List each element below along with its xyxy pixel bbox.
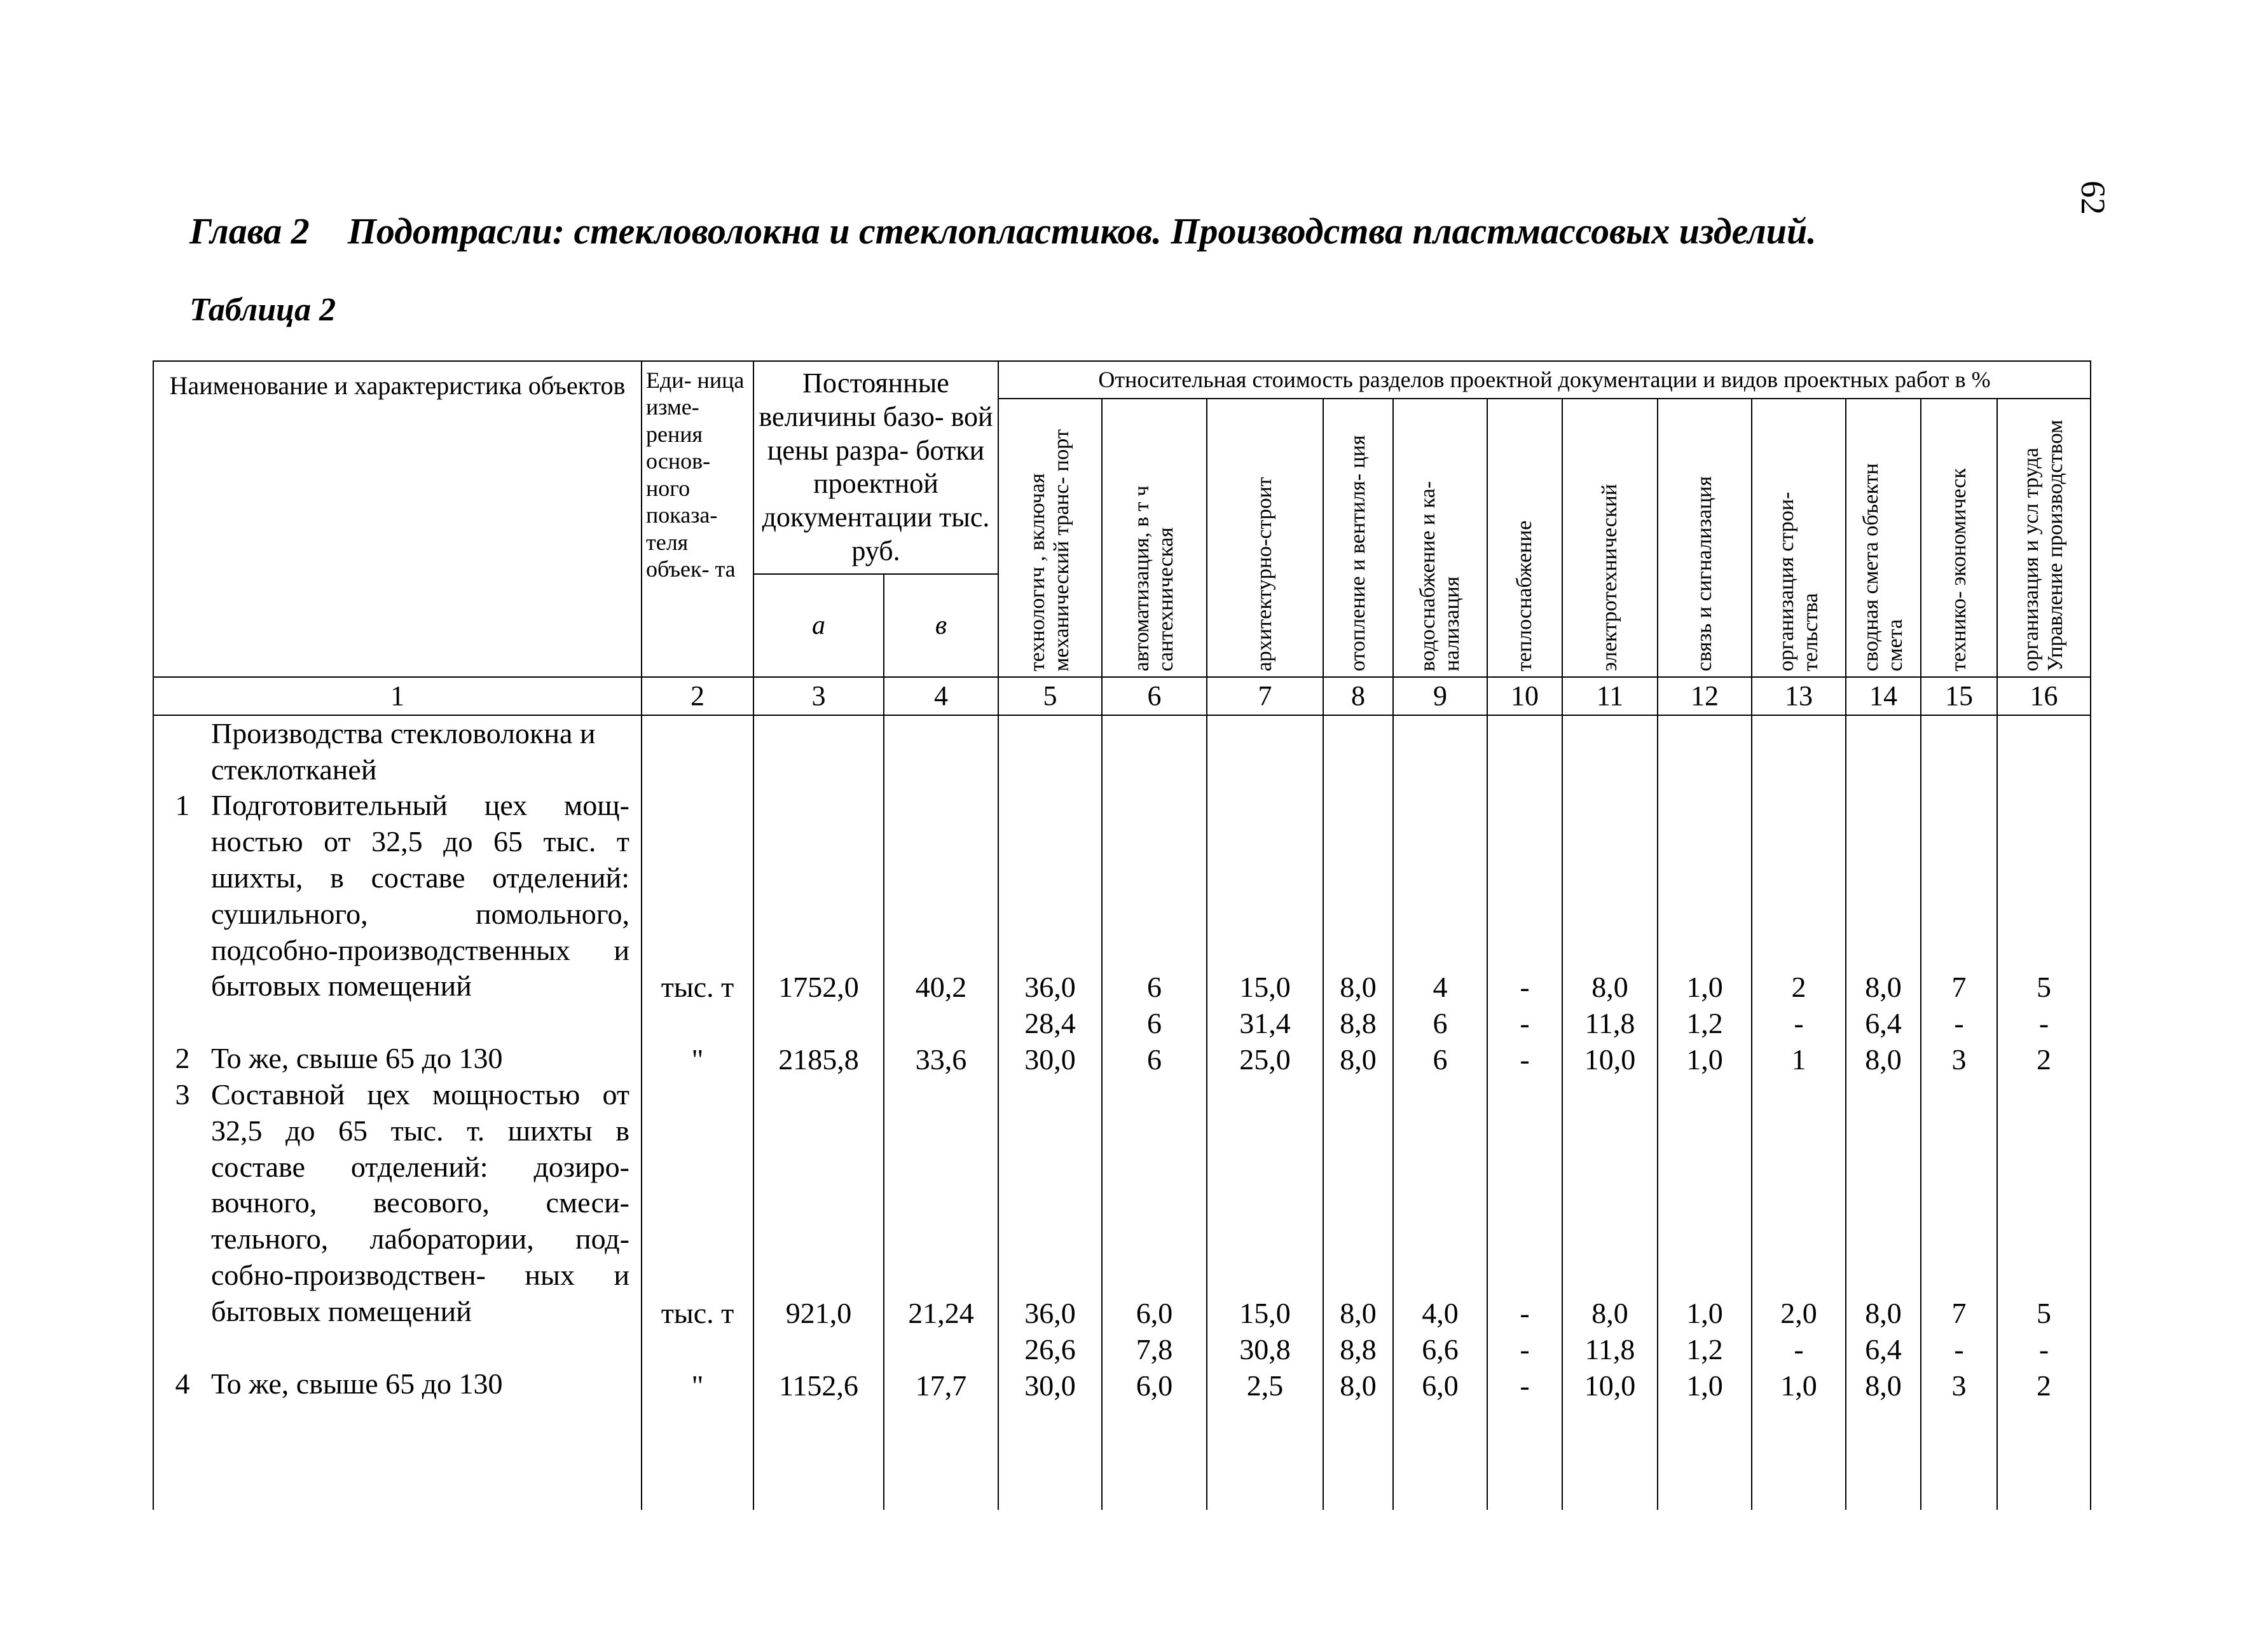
row-name: Составной цех мощностью от 32,5 до 65 тыс. т. шихты в составе отделений: дозиро- вочного, весового, смеси- тельного, лаборатории, под- собно-производствен- ных и бытовых помещений	[211, 1078, 629, 1327]
column-number: 14	[1846, 677, 1921, 715]
table-cell: 8,0	[1865, 1296, 1902, 1329]
page-number: 62	[2074, 181, 2112, 215]
section-16-column	[1997, 715, 2091, 1510]
table-cell: 8,0	[1865, 1043, 1902, 1076]
table-cell: 3	[1951, 1043, 1967, 1076]
section-9-column	[1393, 715, 1487, 1510]
names-column	[153, 715, 642, 1510]
column-number: 15	[1921, 677, 1997, 715]
header-section-13: организация строи- тельства	[1752, 399, 1846, 677]
table-row	[154, 1366, 641, 1402]
table-cell: -	[1520, 1006, 1530, 1039]
header-section-12: связь и сигнализация	[1658, 399, 1752, 677]
table-cell: 40,2	[915, 970, 967, 1003]
table-cell: 1,2	[1686, 1332, 1723, 1366]
table-cell: 8,0	[1340, 1369, 1377, 1402]
column-number: 9	[1393, 677, 1487, 715]
table-cell: 6,4	[1865, 1006, 1902, 1039]
unit-column	[642, 715, 753, 1510]
column-number: 6	[1102, 677, 1207, 715]
header-relative: Относительная стоимость разделов проектной документации и видов проектных работ в %	[998, 361, 2091, 399]
table-cell: 1,0	[1686, 1296, 1723, 1329]
table-cell: 15,0	[1239, 970, 1291, 1003]
table-row	[154, 1041, 641, 1077]
table-cell: 6,0	[1136, 1369, 1173, 1402]
table-cell: 8,0	[1865, 1369, 1902, 1402]
table-cell: 8,0	[1591, 970, 1628, 1003]
column-number: 16	[1997, 677, 2091, 715]
table-cell: 1,0	[1686, 1369, 1723, 1402]
table-cell: 26,6	[1024, 1332, 1076, 1366]
table-cell: 7	[1951, 970, 1967, 1003]
column-numbers-row	[153, 677, 2091, 715]
table-cell: -	[2038, 1332, 2049, 1366]
table-cell: 6,6	[1422, 1332, 1459, 1366]
section-13-column	[1752, 715, 1846, 1510]
table-cell: 11,8	[1584, 1332, 1635, 1366]
row-number: 2	[175, 1042, 190, 1075]
table-cell: 4,0	[1422, 1296, 1459, 1329]
table-cell: 6,0	[1136, 1296, 1173, 1329]
table-cell: 6	[1147, 1043, 1162, 1076]
table-cell: 2,0	[1780, 1296, 1817, 1329]
table-cell: 8,0	[1340, 1043, 1377, 1076]
table-cell: 6	[1433, 1006, 1448, 1039]
table-cell: -	[1794, 1332, 1804, 1366]
table-row	[154, 788, 641, 1004]
table-cell: 1752,0	[778, 970, 859, 1003]
column-number: 3	[753, 677, 884, 715]
table-cell: 10,0	[1584, 1043, 1636, 1076]
table-cell: 1,2	[1686, 1006, 1723, 1039]
table-cell: тыс. т	[661, 1296, 734, 1329]
column-number: 2	[642, 677, 753, 715]
header-section-9: водоснабжение и ка- нализация	[1393, 399, 1487, 677]
table-cell: 1,0	[1686, 970, 1723, 1003]
table-cell: 36,0	[1024, 1296, 1076, 1329]
table-cell: 8,8	[1340, 1006, 1377, 1039]
chapter-subject: Подотрасли: стекловолокна и стеклопластиков. Производства пластмассовых изделий.	[347, 210, 1817, 252]
table-cell: "	[691, 1043, 704, 1076]
table-cell: 6,4	[1865, 1332, 1902, 1366]
row-name: То же, свыше 65 до 130	[211, 1042, 503, 1075]
table-cell: 921,0	[785, 1296, 852, 1329]
header-sub-a: а	[753, 574, 884, 677]
section-12-column	[1658, 715, 1752, 1510]
table-cell: 5	[2037, 970, 2051, 1003]
table-cell: 1152,6	[779, 1369, 858, 1402]
table-cell: 1,0	[1780, 1369, 1817, 1402]
section-7-column	[1207, 715, 1323, 1510]
table-cell: 8,0	[1591, 1296, 1628, 1329]
header-const-col: Постоянные величины базо- вой цены разра- ботки проектной документации тыс. руб.	[753, 361, 998, 574]
table-cell: 30,8	[1239, 1332, 1291, 1366]
table-cell: -	[1794, 1006, 1804, 1039]
table-cell: 31,4	[1239, 1006, 1291, 1039]
column-number: 10	[1487, 677, 1562, 715]
table-row	[154, 1077, 641, 1330]
section-8-column	[1323, 715, 1393, 1510]
table-cell: 11,8	[1584, 1006, 1635, 1039]
table-body	[153, 715, 2091, 1510]
table-cell: 8,8	[1340, 1332, 1377, 1366]
table-cell: 8,0	[1340, 970, 1377, 1003]
table-cell: 2	[2037, 1369, 2051, 1402]
table-cell: 28,4	[1024, 1006, 1076, 1039]
header-sub-b: в	[884, 574, 998, 677]
table-cell: 17,7	[915, 1369, 967, 1402]
header-section-11: электротехнический	[1562, 399, 1658, 677]
table-cell: -	[1954, 1006, 1964, 1039]
section-14-column	[1846, 715, 1921, 1510]
cost-table	[153, 360, 2091, 1510]
table-cell: -	[2038, 1006, 2049, 1039]
table-cell: -	[1520, 1369, 1530, 1402]
table-cell: 6	[1147, 970, 1162, 1003]
header-section-7: архитектурно-строит	[1207, 399, 1323, 677]
header-section-14: сводная смета объектн смета	[1846, 399, 1921, 677]
column-number: 8	[1323, 677, 1393, 715]
section-5-column	[998, 715, 1102, 1510]
table-cell: 21,24	[908, 1296, 974, 1329]
header-section-8: отопление и вентиля- ция	[1323, 399, 1393, 677]
table-cell: 2	[2037, 1043, 2051, 1076]
chapter-title	[189, 210, 1817, 252]
header-name-col: Наименование и характеристика объектов	[153, 361, 642, 677]
section-11-column	[1562, 715, 1658, 1510]
header-section-15: технико- экономическ	[1921, 399, 1997, 677]
row-name: То же, свыше 65 до 130	[211, 1367, 503, 1400]
column-number: 7	[1207, 677, 1323, 715]
column-number: 13	[1752, 677, 1846, 715]
header-unit-col: Еди- ница изме- рения основ- ного показа- теля объек- та	[642, 361, 753, 677]
table-cell: 3	[1951, 1369, 1967, 1402]
table-cell: 7,8	[1136, 1332, 1173, 1366]
row-number: 3	[175, 1078, 190, 1111]
chapter-label: Глава 2	[189, 210, 310, 252]
table-cell: 8,0	[1865, 970, 1902, 1003]
table-cell: тыс. т	[661, 970, 734, 1003]
table-cell: 1	[1791, 1043, 1806, 1076]
column-number: 1	[153, 677, 642, 715]
section-6-column	[1102, 715, 1207, 1510]
section-15-column	[1921, 715, 1997, 1510]
table-cell: 1,0	[1686, 1043, 1723, 1076]
table-cell: 6,0	[1422, 1369, 1459, 1402]
group-title: Производства стекловолокна и стеклотканей	[211, 716, 596, 786]
column-number: 11	[1562, 677, 1658, 715]
table-label: Таблица 2	[189, 292, 336, 328]
table-cell: 36,0	[1024, 970, 1076, 1003]
table-cell: 15,0	[1239, 1296, 1291, 1329]
table-cell: 10,0	[1584, 1369, 1636, 1402]
header-row-1	[153, 361, 2091, 399]
header-section-6: автоматизация, в т ч сантехническая	[1102, 399, 1207, 677]
const-b-column	[884, 715, 998, 1510]
table-cell: -	[1520, 1043, 1530, 1076]
table-cell: "	[691, 1369, 704, 1402]
row-name: Подготовительный цех мощ- ностью от 32,5 до 65 тыс. т шихты, в составе отделений: сушильного, помольного, подсобно-производственных и бытовых помещений	[211, 789, 629, 1003]
table-cell: 7	[1951, 1296, 1967, 1329]
column-number: 5	[998, 677, 1102, 715]
table-cell: -	[1520, 1296, 1530, 1329]
table-cell: 2	[1791, 970, 1806, 1003]
table-cell: 6	[1147, 1006, 1162, 1039]
header-section-10: теплоснабжение	[1487, 399, 1562, 677]
row-number: 4	[175, 1367, 190, 1400]
table-cell: -	[1954, 1332, 1964, 1366]
header-section-5: технологич , включая механический транс- порт	[998, 399, 1102, 677]
table-cell: 8,0	[1340, 1296, 1377, 1329]
table-cell: 33,6	[915, 1043, 967, 1076]
table-cell: 5	[2037, 1296, 2051, 1329]
table-cell: 6	[1433, 1043, 1448, 1076]
table-cell: 30,0	[1024, 1043, 1076, 1076]
table-cell: 4	[1433, 970, 1448, 1003]
column-number: 4	[884, 677, 998, 715]
table-cell: 30,0	[1024, 1369, 1076, 1402]
const-a-column	[753, 715, 884, 1510]
section-10-column	[1487, 715, 1562, 1510]
table-cell: -	[1520, 970, 1530, 1003]
table-cell: 2185,8	[778, 1043, 859, 1076]
header-section-16: организация и усл труда Управление производством	[1997, 399, 2091, 677]
row-number: 1	[175, 789, 190, 822]
table-cell: 2,5	[1246, 1369, 1284, 1402]
table-cell: -	[1520, 1332, 1530, 1366]
table-cell: 25,0	[1239, 1043, 1291, 1076]
column-number: 12	[1658, 677, 1752, 715]
